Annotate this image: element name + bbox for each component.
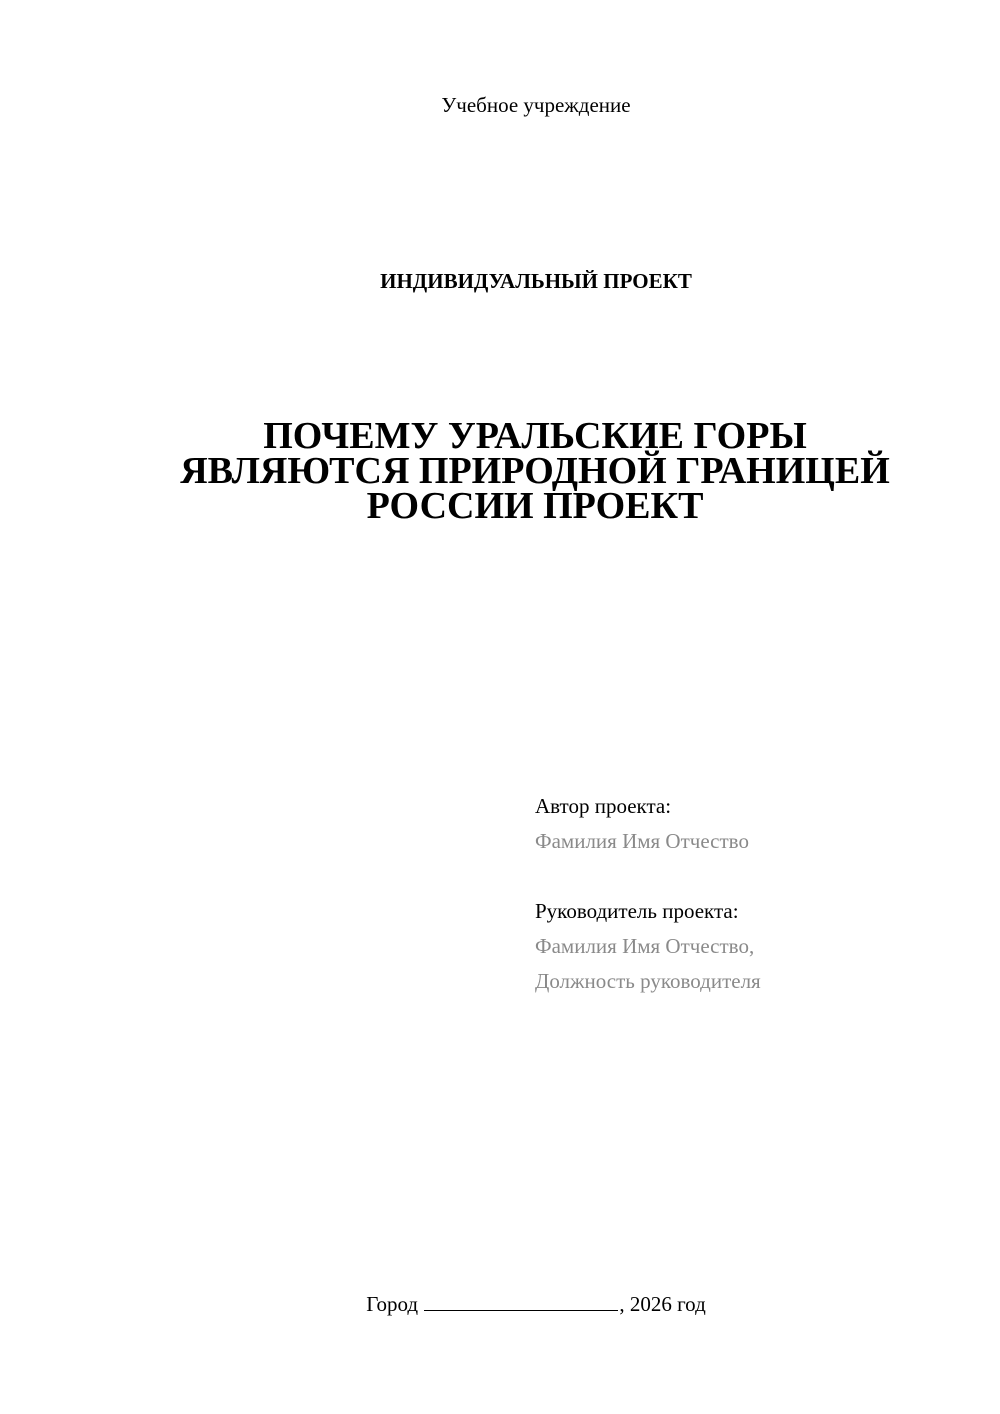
info-spacer [535,859,975,894]
year-text: , 2026 год [619,1292,706,1316]
project-title [150,415,920,527]
author-label: Автор проекта: [535,794,672,818]
supervisor-name-placeholder: Фамилия Имя Отчество, [535,934,755,958]
project-title-line-2: ЯВЛЯЮТСЯ ПРИРОДНОЙ ГРАНИЦЕЙ [180,450,890,492]
project-info-block [535,789,975,999]
author-name-placeholder: Фамилия Имя Отчество [535,829,749,853]
institution-name: Учебное учреждение [441,93,631,117]
city-year-line [0,1290,1000,1318]
supervisor-label: Руководитель проекта: [535,899,739,923]
city-blank-field [424,1290,618,1311]
supervisor-position-placeholder: Должность руководителя [535,969,761,993]
city-label: Город [366,1292,419,1316]
project-title-line-1: ПОЧЕМУ УРАЛЬСКИЕ ГОРЫ [263,415,807,457]
project-title-line-3: РОССИИ ПРОЕКТ [366,485,704,527]
document-type: ИНДИВИДУАЛЬНЫЙ ПРОЕКТ [380,269,692,293]
